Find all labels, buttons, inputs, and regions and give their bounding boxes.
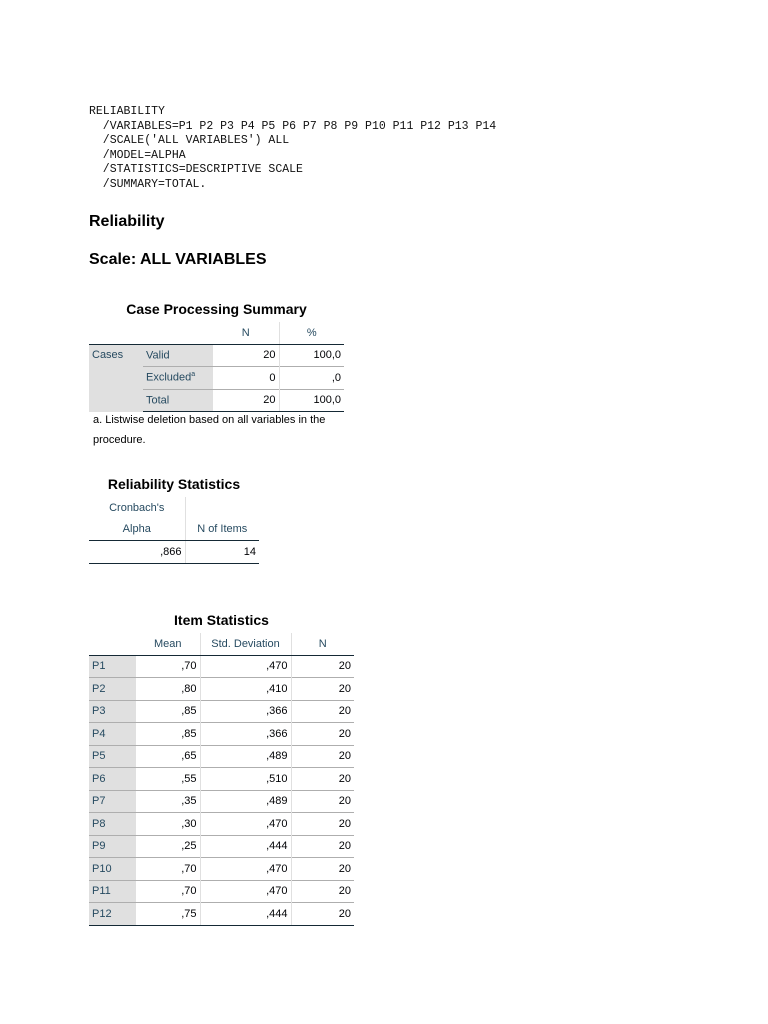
row-label: P1 [89, 655, 136, 678]
col-n-header: N [213, 322, 279, 344]
table-row [89, 723, 354, 746]
table-row [89, 700, 354, 723]
cell-n: 20 [291, 700, 354, 723]
item-rows [89, 655, 354, 925]
case-processing-table [89, 322, 344, 412]
row-label: P10 [89, 858, 136, 881]
cell-sd: ,489 [200, 790, 291, 813]
reliability-stats-title: Reliability Statistics [107, 476, 241, 492]
cell-n: 20 [291, 790, 354, 813]
row-label: P2 [89, 678, 136, 701]
table-header-row [89, 519, 259, 541]
row-label: P12 [89, 903, 136, 926]
scale-heading: Scale: ALL VARIABLES [89, 251, 267, 268]
cell-sd: ,470 [200, 655, 291, 678]
table-row [89, 541, 259, 564]
page-title: Reliability [89, 213, 165, 230]
cell-alpha: ,866 [89, 541, 185, 564]
table-header-row [89, 497, 259, 519]
table-row [89, 790, 354, 813]
cell-mean: ,70 [136, 858, 200, 881]
cell-pct: 100,0 [279, 344, 344, 367]
cell-mean: ,30 [136, 813, 200, 836]
col-sd-header: Std. Deviation [200, 633, 291, 655]
table-footnote: a. Listwise deletion based on all variables in the procedure. [93, 414, 326, 446]
cell-mean: ,75 [136, 903, 200, 926]
cell-sd: ,470 [200, 813, 291, 836]
row-label: Total [143, 389, 213, 412]
cell-n: 20 [291, 678, 354, 701]
cell-sd: ,489 [200, 745, 291, 768]
row-label: P5 [89, 745, 136, 768]
syntax-line: /STATISTICS=DESCRIPTIVE SCALE [89, 163, 303, 177]
cell-n: 20 [213, 389, 279, 412]
syntax-line: RELIABILITY [89, 105, 165, 118]
table-row [89, 835, 354, 858]
table-row [89, 768, 354, 791]
cell-mean: ,65 [136, 745, 200, 768]
cell-mean: ,70 [181, 660, 197, 673]
table-row [89, 880, 354, 903]
table-row [89, 745, 354, 768]
col-alpha-header-line2: Alpha [89, 519, 185, 541]
table-row [89, 678, 354, 701]
col-alpha-header-line1: Cronbach's [109, 501, 165, 514]
cell-sd: ,470 [200, 858, 291, 881]
cell-n: 0 [213, 367, 279, 390]
case-processing-title: Case Processing Summary [126, 301, 307, 317]
cell-mean: ,70 [136, 880, 200, 903]
row-label: P6 [89, 768, 136, 791]
cell-sd: ,366 [200, 723, 291, 746]
cell-sd: ,510 [200, 768, 291, 791]
syntax-block [89, 105, 496, 193]
cell-n: 20 [291, 903, 354, 926]
cell-n: 20 [291, 858, 354, 881]
cell-sd: ,410 [200, 678, 291, 701]
table-row [89, 858, 354, 881]
table-header-row [89, 633, 354, 655]
cell-pct: ,0 [279, 367, 344, 390]
row-group-label: Cases [89, 344, 143, 412]
row-label: P9 [89, 835, 136, 858]
cell-mean: ,55 [136, 768, 200, 791]
table-row [89, 344, 344, 367]
cell-n: 20 [291, 813, 354, 836]
item-stats-title: Item Statistics [174, 612, 269, 628]
table-row [89, 903, 354, 926]
cell-sd: ,444 [200, 903, 291, 926]
col-pct-header: % [279, 322, 344, 344]
cell-mean: ,25 [136, 835, 200, 858]
cell-pct: 100,0 [279, 389, 344, 412]
row-label: Excluded$^a$ [143, 367, 213, 390]
cell-n-items: 14 [185, 541, 259, 564]
table-row [89, 813, 354, 836]
syntax-line: /SUMMARY=TOTAL. [89, 177, 207, 191]
cell-sd: ,366 [200, 700, 291, 723]
row-label: P11 [89, 880, 136, 903]
cell-sd: ,470 [200, 880, 291, 903]
cell-mean: ,85 [136, 723, 200, 746]
cell-mean: ,80 [136, 678, 200, 701]
col-n-header: N [291, 633, 354, 655]
cell-mean: ,35 [136, 790, 200, 813]
row-label: P3 [89, 700, 136, 723]
syntax-line: /VARIABLES=P1 P2 P3 P4 P5 P6 P7 P8 P9 P10 P11 P12 P13 P14 [89, 119, 497, 133]
cell-n: 20 [291, 880, 354, 903]
cell-n: 20 [291, 655, 354, 678]
table-row [89, 655, 354, 678]
table-header-row [89, 322, 344, 344]
item-stats-table [89, 633, 354, 926]
reliability-stats-table [89, 497, 259, 564]
row-label: P4 [89, 723, 136, 746]
syntax-line: /MODEL=ALPHA [89, 148, 186, 162]
cell-n: 20 [263, 349, 276, 362]
cell-n: 20 [291, 723, 354, 746]
syntax-line: /SCALE('ALL VARIABLES') ALL [89, 134, 290, 148]
cell-n: 20 [291, 768, 354, 791]
col-items-header: N of Items [185, 519, 259, 541]
col-mean-header: Mean [136, 633, 200, 655]
cell-mean: ,85 [136, 700, 200, 723]
row-label: P7 [89, 790, 136, 813]
cell-n: 20 [291, 835, 354, 858]
row-label: Valid [143, 344, 213, 367]
row-label: P8 [89, 813, 136, 836]
cell-n: 20 [291, 745, 354, 768]
cell-sd: ,444 [200, 835, 291, 858]
